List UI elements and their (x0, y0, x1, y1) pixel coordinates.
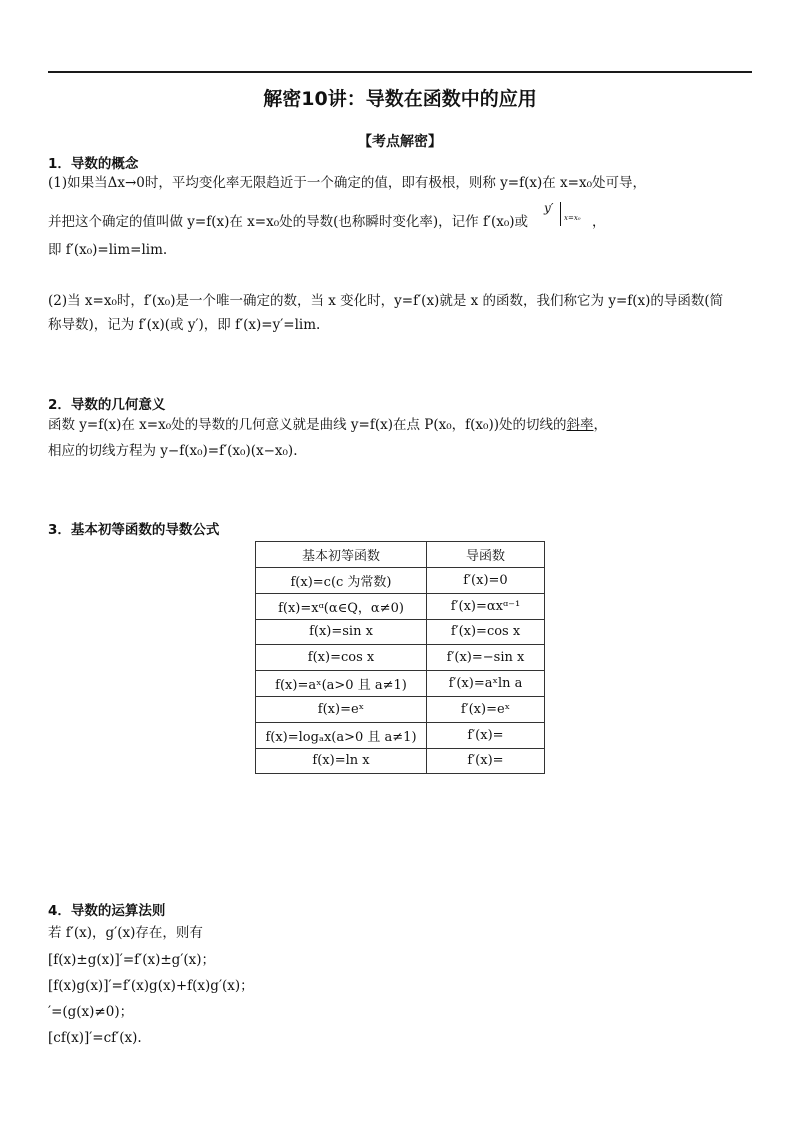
section-3-heading: 3．基本初等函数的导数公式 (48, 522, 220, 538)
section-2-line-1 (48, 417, 758, 433)
function-cell: f(x)=c(c 为常数) (256, 568, 427, 594)
function-cell: f(x)=logₐx(a>0 且 a≠1) (256, 722, 427, 748)
section-4-line-5: [cf(x)]′=cf′(x). (48, 1030, 142, 1046)
document-title: 解密10讲：导数在函数中的应用 (263, 88, 537, 110)
derivative-at-point-symbol: y′ (544, 201, 554, 215)
section-1-line-3: 即 f′(x₀)=lim=lim. (48, 242, 168, 258)
table-header-function: 基本初等函数 (256, 542, 427, 568)
section-1-line-5: 称导数)，记为 f′(x)(或 y′)，即 f′(x)=y′=lim. (48, 317, 321, 333)
section-1-heading: 1．导数的概念 (48, 156, 139, 172)
section-1-line-2-text: 并把这个确定的值叫做 y=f(x)在 x=x₀处的导数(也称瞬时变化率)，记作 f′(x₀)或 (48, 214, 529, 230)
derivative-cell: f′(x)= (427, 722, 545, 748)
derivative-cell: f′(x)=aˣln a (427, 671, 545, 697)
table-row (256, 696, 545, 722)
section-4-heading: 4．导数的运算法则 (48, 903, 166, 919)
function-cell: f(x)=ln x (256, 748, 427, 774)
table-row (256, 748, 545, 774)
evaluation-subscript: x=x₀ (564, 214, 581, 222)
slope-term: 斜率 (566, 417, 594, 433)
table-header-row (256, 542, 545, 568)
section-tag: 【考点解密】 (358, 134, 442, 150)
derivative-cell: f′(x)=cos x (427, 619, 545, 645)
section-1-line-1: (1)如果当Δx→0时，平均变化率无限趋近于一个确定的值，即有极根，则称 y=f(x)在 x=x₀处可导， (48, 175, 647, 191)
function-cell: f(x)=aˣ(a>0 且 a≠1) (256, 671, 427, 697)
section-2-line-2: 相应的切线方程为 y−f(x₀)=f′(x₀)(x−x₀). (48, 443, 298, 459)
table-header-derivative: 导函数 (427, 542, 545, 568)
section-2-heading: 2．导数的几何意义 (48, 397, 166, 413)
function-cell: f(x)=eˣ (256, 696, 427, 722)
top-rule (48, 71, 752, 73)
derivative-cell: f′(x)=αxᵅ⁻¹ (427, 593, 545, 619)
section-4-line-2: [f(x)±g(x)]′=f′(x)±g′(x)； (48, 952, 216, 968)
table-row (256, 645, 545, 671)
section-4-line-4: ′=(g(x)≠0)； (48, 1004, 134, 1020)
section-1-line-2-tail: ， (592, 214, 606, 230)
derivative-cell: f′(x)=eˣ (427, 696, 545, 722)
section-4-line-3: [f(x)g(x)]′=f′(x)g(x)+f(x)g′(x)； (48, 978, 254, 994)
derivative-cell: f′(x)=0 (427, 568, 545, 594)
section-2-line-1-post: ， (593, 417, 607, 433)
derivative-formula-table (255, 541, 545, 774)
function-cell: f(x)=xᵅ(α∈Q，α≠0) (256, 593, 427, 619)
evaluation-bar (560, 202, 561, 226)
table-row (256, 593, 545, 619)
function-cell: f(x)=cos x (256, 645, 427, 671)
table-row (256, 671, 545, 697)
section-1-line-2 (48, 214, 758, 230)
section-4-line-1: 若 f′(x)，g′(x)存在，则有 (48, 925, 203, 941)
function-cell: f(x)=sin x (256, 619, 427, 645)
table-row (256, 619, 545, 645)
derivative-cell: f′(x)= (427, 748, 545, 774)
derivative-cell: f′(x)=−sin x (427, 645, 545, 671)
section-2-line-1-pre: 函数 y=f(x)在 x=x₀处的导数的几何意义就是曲线 y=f(x)在点 P(x₀，f(x₀))处的切线的 (48, 417, 567, 433)
table-row (256, 568, 545, 594)
section-1-line-4: (2)当 x=x₀时，f′(x₀)是一个唯一确定的数，当 x 变化时，y=f′(x)就是 x 的函数，我们称它为 y=f(x)的导函数(简 (48, 293, 724, 309)
table-row (256, 722, 545, 748)
